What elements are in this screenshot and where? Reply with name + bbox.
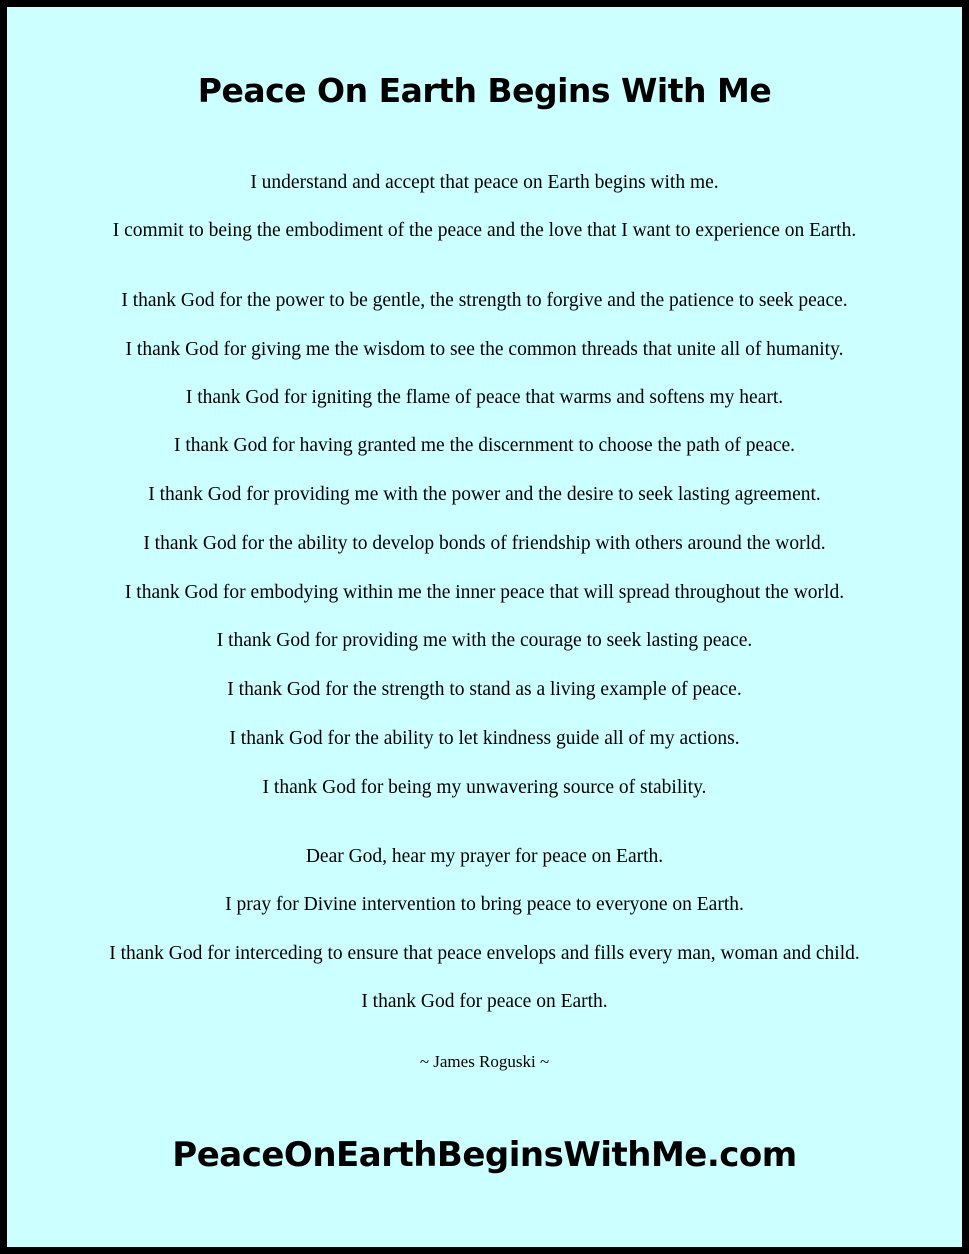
thanks-line: I thank God for igniting the flame of peace that warms and softens my heart.: [185, 387, 784, 408]
prayer-line: I thank God for interceding to ensure that peace envelops and fills every man, woman and child.: [109, 943, 860, 964]
prayer-line: Dear God, hear my prayer for peace on Earth.: [305, 846, 664, 867]
prayer-line: I thank God for peace on Earth.: [361, 991, 608, 1012]
thanks-line: I thank God for the power to be gentle, the strength to forgive and the patience to seek peace.: [121, 290, 848, 311]
thanks-line: I thank God for giving me the wisdom to see the common threads that unite all of humanity.: [125, 339, 844, 360]
thanks-line: I thank God for the ability to let kindness guide all of my actions.: [229, 728, 740, 749]
intro-line: I commit to being the embodiment of the peace and the love that I want to experience on Earth.: [112, 220, 857, 241]
poster-page: [7, 7, 962, 1247]
website-url: PeaceOnEarthBeginsWithMe.com: [172, 1135, 797, 1175]
thanks-line: I thank God for having granted me the discernment to choose the path of peace.: [173, 435, 796, 456]
intro-line: I understand and accept that peace on Earth begins with me.: [250, 172, 719, 193]
thanks-line: I thank God for being my unwavering source of stability.: [262, 777, 707, 798]
thanks-line: I thank God for providing me with the power and the desire to seek lasting agreement.: [148, 484, 821, 505]
thanks-line: I thank God for the ability to develop bonds of friendship with others around the world.: [143, 533, 826, 554]
thanks-line: I thank God for providing me with the courage to seek lasting peace.: [216, 630, 753, 651]
poster-title: Peace On Earth Begins With Me: [197, 71, 772, 110]
thanks-line: I thank God for embodying within me the inner peace that will spread throughout the world.: [124, 582, 845, 603]
thanks-line: I thank God for the strength to stand as a living example of peace.: [227, 679, 742, 700]
author-signature: ~ James Roguski ~: [419, 1052, 550, 1071]
prayer-line: I pray for Divine intervention to bring peace to everyone on Earth.: [225, 894, 744, 915]
